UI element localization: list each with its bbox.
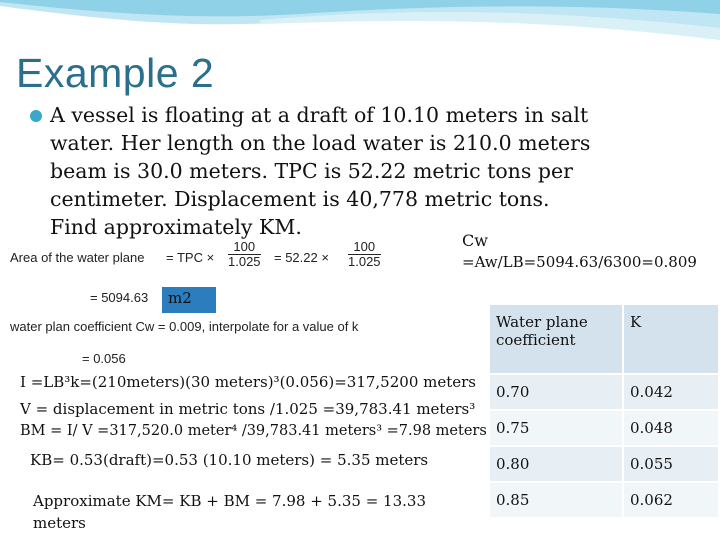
area-unit: m2 [168, 289, 192, 307]
fraction-1-numerator: 100 [228, 240, 261, 255]
problem-statement [50, 101, 670, 241]
table-row [490, 447, 718, 481]
cw-formula: =Aw/LB=5094.63/6300=0.809 [462, 253, 697, 271]
k-coefficient-table [488, 303, 720, 519]
problem-line: centimeter. Displacement is 40,778 metric tons. [50, 187, 550, 211]
table-cell: 0.75 [490, 411, 622, 445]
tpc-operator: = TPC × [166, 250, 215, 265]
kb-calculation: KB= 0.53(draft)=0.53 (10.10 meters) = 5.35 meters [30, 451, 429, 469]
table-cell: 0.048 [624, 411, 718, 445]
km-calculation-unit: meters [33, 514, 86, 532]
fraction-1 [228, 240, 261, 269]
table-cell: 0.042 [624, 375, 718, 409]
table-row [490, 411, 718, 445]
coefficient-text: water plan coefficient Cw = 0.009, interpolate for a value of k [10, 319, 359, 334]
area-result: = 5094.63 [90, 290, 149, 305]
table-cell: 0.80 [490, 447, 622, 481]
fraction-2-numerator: 100 [348, 240, 381, 255]
cw-label: Cw [462, 231, 488, 250]
table-header-cell: K [624, 305, 718, 373]
problem-line: Find approximately KM. [50, 215, 302, 239]
volume-calculation: V = displacement in metric tons /1.025 =39,783.41 meters³ [20, 400, 476, 418]
table-row [490, 483, 718, 517]
slide-title: Example 2 [16, 50, 215, 96]
table-row [490, 375, 718, 409]
fraction-1-denominator: 1.025 [228, 254, 261, 269]
k-value: = 0.056 [82, 351, 126, 366]
km-calculation: Approximate KM= KB + BM = 7.98 + 5.35 = 13.33 [33, 492, 427, 510]
inertia-calculation: I =LB³k=(210meters)(30 meters)³(0.056)=317,5200 meters [20, 373, 476, 391]
bm-calculation: BM = I/ V =317,520.0 meter⁴ /39,783.41 meters³ =7.98 meters [20, 423, 487, 439]
tpc-value-operator: = 52.22 × [274, 250, 329, 265]
table-header-cell: Water plane coefficient [490, 305, 622, 373]
bullet-icon [30, 110, 42, 122]
table-cell: 0.062 [624, 483, 718, 517]
problem-line: beam is 30.0 meters. TPC is 52.22 metric tons per [50, 159, 573, 183]
problem-line: A vessel is floating at a draft of 10.10 meters in salt [50, 103, 589, 127]
table-header-row [490, 305, 718, 373]
table-cell: 0.055 [624, 447, 718, 481]
problem-line: water. Her length on the load water is 210.0 meters [50, 131, 591, 155]
fraction-2-denominator: 1.025 [348, 254, 381, 269]
area-label: Area of the water plane [10, 250, 145, 265]
table-cell: 0.70 [490, 375, 622, 409]
fraction-2 [348, 240, 381, 269]
table-cell: 0.85 [490, 483, 622, 517]
